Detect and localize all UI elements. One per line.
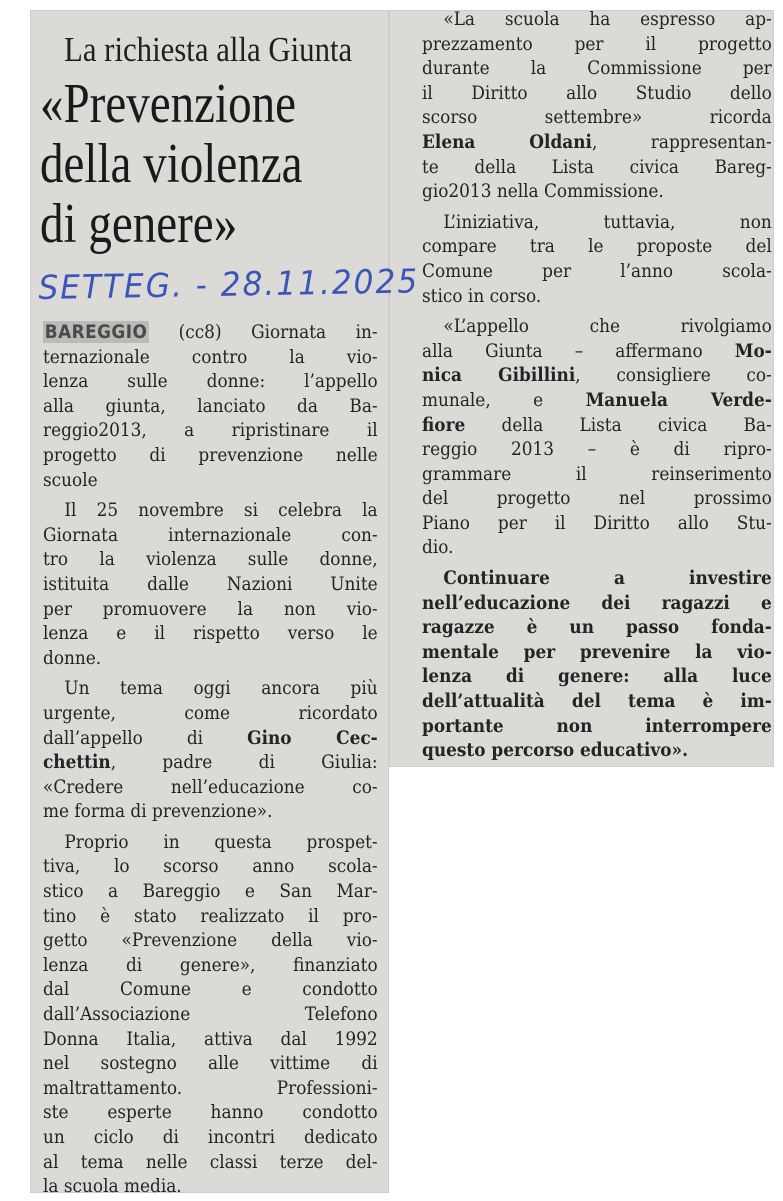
dateline-place: BAREGGIO — [44, 321, 148, 343]
text-line: scuole — [43, 468, 98, 491]
paragraph — [43, 676, 378, 824]
text-line: dall’Associazione Telefono — [43, 1003, 378, 1026]
text-line: tiva, lo scorso anno scola- — [43, 855, 378, 878]
text-line: durante la Commissione per — [422, 57, 772, 80]
paragraph — [43, 830, 378, 1199]
handwritten-date-note: SETTEG. - 28.11.2025 — [38, 261, 420, 307]
text-line: reggio 2013 – è di ripro- — [422, 438, 772, 461]
text-line: istituita dalle Nazioni Unite — [43, 572, 378, 595]
text-line: urgente, come ricordato — [43, 701, 378, 724]
text-line: alla giunta, lanciato da Ba- — [43, 394, 378, 417]
text-line: nell’educazione dei ragazzi e — [422, 591, 772, 614]
paragraph — [422, 314, 772, 560]
person-name: chettin — [43, 751, 111, 774]
text-line: prezzamento per il progetto — [422, 32, 772, 55]
person-name: nica Gibillini — [422, 364, 576, 387]
person-name: fiore — [422, 413, 466, 436]
text-line: grammare il reinserimento — [422, 462, 772, 485]
headline-line: della violenza — [40, 133, 303, 195]
text-line: portante non interrompere — [422, 714, 772, 737]
text-line: reggio2013, a ripristinare il — [43, 419, 378, 442]
paragraph — [422, 210, 772, 308]
text-line: Il 25 novembre si celebra la — [64, 499, 378, 522]
text-line: «L’appello che rivolgiamo — [443, 315, 772, 338]
text-line: alla Giunta – affermano Mo- — [422, 339, 772, 362]
person-name: Mo- — [734, 339, 772, 362]
text-line: la scuola media. — [43, 1175, 182, 1198]
text-line: per promuovere la non vio- — [43, 597, 378, 620]
text-line: te della Lista civica Bareg- — [422, 155, 772, 178]
text-line: mentale per prevenire la vio- — [422, 640, 772, 663]
article-kicker: La richiesta alla Giunta — [64, 30, 353, 69]
text-line: donne. — [43, 646, 102, 669]
text-line: questo percorso educativo». — [422, 739, 688, 762]
text-line: dal Comune e condotto — [43, 978, 378, 1001]
text-line: Proprio in questa prospet- — [64, 830, 378, 853]
text-line: progetto di prevenzione nelle — [43, 443, 378, 466]
text-line: scorso settembre» ricorda — [422, 106, 772, 129]
text-line: «La scuola ha espresso ap- — [443, 8, 772, 30]
text-line: BAREGGIO (cc8) Giornata in- — [44, 321, 378, 343]
article-body-right — [422, 7, 772, 763]
text-line: stico a Bareggio e San Mar- — [43, 880, 378, 903]
text-line: lenza di genere: alla luce — [422, 665, 772, 688]
text-line: al tema nelle classi terze del- — [43, 1150, 378, 1173]
text-line: il Diritto allo Studio dello — [422, 81, 772, 104]
text-line: ste esperte hanno condotto — [43, 1101, 378, 1124]
text-line: gio2013 nella Commissione. — [422, 180, 664, 203]
paragraph — [43, 498, 378, 670]
text-line: maltrattamento. Professioni- — [43, 1076, 378, 1099]
text-line: un ciclo di incontri dedicato — [43, 1126, 378, 1148]
text-line: Un tema oggi ancora più — [64, 677, 378, 700]
text-line: ternazionale contro la vio- — [43, 345, 378, 368]
person-name: Elena Oldani — [422, 130, 592, 153]
person-name: Gino Cec- — [247, 726, 378, 749]
text-line: tino è stato realizzato il pro- — [43, 904, 378, 927]
text-line: dall’appello di Gino Cec- — [43, 726, 378, 749]
text-line: dio. — [422, 536, 454, 559]
text-line: Donna Italia, attiva dal 1992 — [43, 1027, 378, 1050]
text-line: nel sostegno alle vittime di — [43, 1052, 378, 1075]
text-line: nica Gibillini, consigliere co- — [422, 364, 772, 387]
person-name: Manuela Verde- — [585, 388, 772, 411]
headline-line: di genere» — [40, 193, 238, 255]
text-line: fiore della Lista civica Ba- — [422, 413, 772, 436]
text-line: lenza e il rispetto verso le — [43, 622, 378, 645]
text-line: Comune per l’anno scola- — [422, 259, 772, 282]
text-line: L’iniziativa, tuttavia, non — [443, 210, 772, 233]
text-line: «Credere nell’educazione co- — [43, 775, 378, 798]
text-line: getto «Prevenzione della vio- — [43, 929, 378, 952]
text-line: lenza sulle donne: l’appello — [43, 370, 378, 393]
text-line: munale, e Manuela Verde- — [422, 388, 772, 411]
text-line: tro la violenza sulle donne, — [43, 548, 378, 571]
text-line: Piano per il Diritto allo Stu- — [422, 511, 772, 534]
text-line: Elena Oldani, rappresentan- — [422, 130, 772, 153]
text-line: stico in corso. — [422, 284, 542, 307]
paragraph — [422, 7, 772, 204]
text-line: Giornata internazionale con- — [43, 523, 378, 546]
text-line: chettin, padre di Giulia: — [43, 751, 378, 774]
lead-paragraph — [43, 320, 378, 492]
text-line: compare tra le proposte del — [422, 235, 772, 258]
text-line: ragazze è un passo fonda- — [422, 616, 772, 639]
text-line: lenza di genere», finanziato — [43, 953, 378, 976]
text-line: Continuare a investire — [443, 567, 772, 590]
text-line: del progetto nel prossimo — [422, 487, 772, 510]
headline-line: «Prevenzione — [40, 73, 297, 135]
paragraph — [422, 566, 772, 763]
article-body-left — [43, 320, 378, 1199]
text-line: me forma di prevenzione». — [43, 800, 273, 823]
text-line: dell’attualità del tema è im- — [422, 690, 772, 713]
article-headline — [40, 74, 303, 254]
